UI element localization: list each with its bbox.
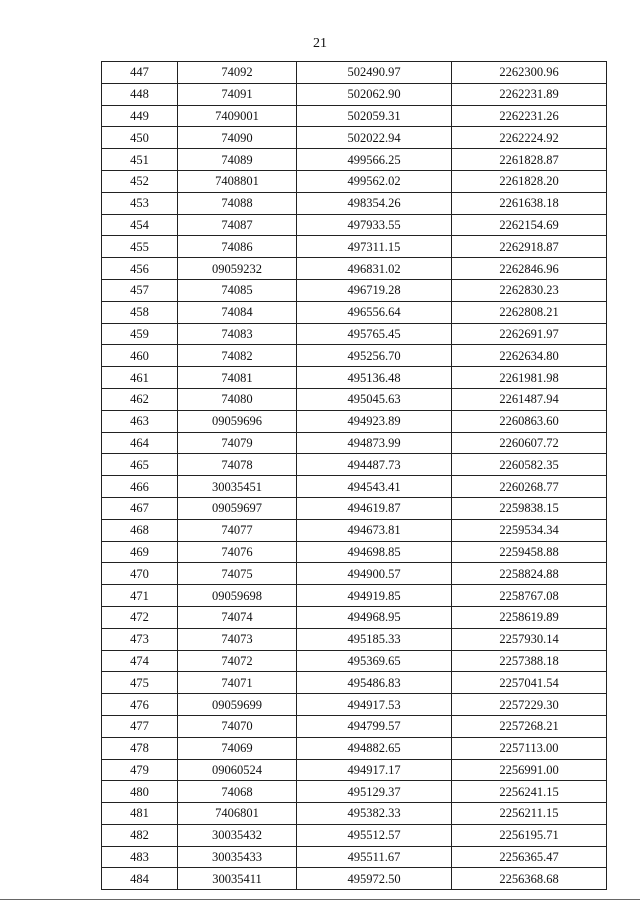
row-number-cell: 455 (102, 236, 178, 258)
x-coordinate-cell: 495256.70 (297, 345, 452, 367)
point-id-cell: 30035451 (178, 476, 297, 498)
y-coordinate-cell: 2261638.18 (452, 192, 607, 214)
point-id-cell: 74092 (178, 62, 297, 84)
table-row (102, 149, 607, 171)
table-row (102, 803, 607, 825)
table-row (102, 759, 607, 781)
point-id-cell: 74075 (178, 563, 297, 585)
point-id-cell: 74090 (178, 127, 297, 149)
y-coordinate-cell: 2262846.96 (452, 258, 607, 280)
coordinates-table (101, 61, 607, 890)
point-id-cell: 74087 (178, 214, 297, 236)
y-coordinate-cell: 2261981.98 (452, 367, 607, 389)
row-number-cell: 463 (102, 410, 178, 432)
x-coordinate-cell: 494917.17 (297, 759, 452, 781)
point-id-cell: 74084 (178, 301, 297, 323)
point-id-cell: 74082 (178, 345, 297, 367)
point-id-cell: 30035411 (178, 868, 297, 890)
point-id-cell: 74086 (178, 236, 297, 258)
y-coordinate-cell: 2256195.71 (452, 824, 607, 846)
row-number-cell: 454 (102, 214, 178, 236)
x-coordinate-cell: 495136.48 (297, 367, 452, 389)
row-number-cell: 467 (102, 497, 178, 519)
table-row (102, 737, 607, 759)
x-coordinate-cell: 494619.87 (297, 497, 452, 519)
x-coordinate-cell: 495369.65 (297, 650, 452, 672)
y-coordinate-cell: 2257388.18 (452, 650, 607, 672)
row-number-cell: 460 (102, 345, 178, 367)
row-number-cell: 449 (102, 105, 178, 127)
x-coordinate-cell: 494882.65 (297, 737, 452, 759)
x-coordinate-cell: 495972.50 (297, 868, 452, 890)
x-coordinate-cell: 495512.57 (297, 824, 452, 846)
x-coordinate-cell: 494673.81 (297, 519, 452, 541)
row-number-cell: 450 (102, 127, 178, 149)
y-coordinate-cell: 2262224.92 (452, 127, 607, 149)
x-coordinate-cell: 495045.63 (297, 388, 452, 410)
table-row (102, 497, 607, 519)
row-number-cell: 471 (102, 585, 178, 607)
row-number-cell: 447 (102, 62, 178, 84)
table-row (102, 258, 607, 280)
point-id-cell: 74071 (178, 672, 297, 694)
point-id-cell: 74076 (178, 541, 297, 563)
table-row (102, 214, 607, 236)
point-id-cell: 74089 (178, 149, 297, 171)
table-row (102, 323, 607, 345)
row-number-cell: 480 (102, 781, 178, 803)
point-id-cell: 74081 (178, 367, 297, 389)
y-coordinate-cell: 2259458.88 (452, 541, 607, 563)
bottom-rule (0, 899, 640, 900)
point-id-cell: 09059697 (178, 497, 297, 519)
point-id-cell: 74070 (178, 715, 297, 737)
y-coordinate-cell: 2256365.47 (452, 846, 607, 868)
row-number-cell: 448 (102, 83, 178, 105)
y-coordinate-cell: 2257113.00 (452, 737, 607, 759)
row-number-cell: 473 (102, 628, 178, 650)
table-row (102, 846, 607, 868)
point-id-cell: 09059698 (178, 585, 297, 607)
point-id-cell: 74088 (178, 192, 297, 214)
row-number-cell: 483 (102, 846, 178, 868)
row-number-cell: 451 (102, 149, 178, 171)
row-number-cell: 458 (102, 301, 178, 323)
point-id-cell: 74077 (178, 519, 297, 541)
y-coordinate-cell: 2257229.30 (452, 694, 607, 716)
page-number: 21 (313, 36, 327, 51)
row-number-cell: 475 (102, 672, 178, 694)
point-id-cell: 74074 (178, 606, 297, 628)
x-coordinate-cell: 494919.85 (297, 585, 452, 607)
table-row (102, 476, 607, 498)
y-coordinate-cell: 2256211.15 (452, 803, 607, 825)
row-number-cell: 462 (102, 388, 178, 410)
x-coordinate-cell: 494917.53 (297, 694, 452, 716)
y-coordinate-cell: 2262231.89 (452, 83, 607, 105)
table-row (102, 367, 607, 389)
table-row (102, 650, 607, 672)
table-row (102, 301, 607, 323)
row-number-cell: 459 (102, 323, 178, 345)
point-id-cell: 09060524 (178, 759, 297, 781)
y-coordinate-cell: 2262691.97 (452, 323, 607, 345)
y-coordinate-cell: 2258767.08 (452, 585, 607, 607)
table-row (102, 628, 607, 650)
y-coordinate-cell: 2261487.94 (452, 388, 607, 410)
x-coordinate-cell: 494543.41 (297, 476, 452, 498)
table-row (102, 694, 607, 716)
y-coordinate-cell: 2258619.89 (452, 606, 607, 628)
table-row (102, 170, 607, 192)
x-coordinate-cell: 499566.25 (297, 149, 452, 171)
table-body (102, 62, 607, 890)
point-id-cell: 74091 (178, 83, 297, 105)
y-coordinate-cell: 2260863.60 (452, 410, 607, 432)
table-row (102, 127, 607, 149)
y-coordinate-cell: 2262830.23 (452, 279, 607, 301)
table-row (102, 388, 607, 410)
y-coordinate-cell: 2256368.68 (452, 868, 607, 890)
table-row (102, 824, 607, 846)
point-id-cell: 74072 (178, 650, 297, 672)
x-coordinate-cell: 496719.28 (297, 279, 452, 301)
y-coordinate-cell: 2256991.00 (452, 759, 607, 781)
row-number-cell: 465 (102, 454, 178, 476)
table-row (102, 606, 607, 628)
y-coordinate-cell: 2257930.14 (452, 628, 607, 650)
x-coordinate-cell: 502062.90 (297, 83, 452, 105)
table-row (102, 585, 607, 607)
y-coordinate-cell: 2260607.72 (452, 432, 607, 454)
x-coordinate-cell: 495185.33 (297, 628, 452, 650)
y-coordinate-cell: 2262808.21 (452, 301, 607, 323)
row-number-cell: 456 (102, 258, 178, 280)
y-coordinate-cell: 2259838.15 (452, 497, 607, 519)
row-number-cell: 479 (102, 759, 178, 781)
x-coordinate-cell: 502022.94 (297, 127, 452, 149)
point-id-cell: 74085 (178, 279, 297, 301)
row-number-cell: 468 (102, 519, 178, 541)
y-coordinate-cell: 2256241.15 (452, 781, 607, 803)
y-coordinate-cell: 2262300.96 (452, 62, 607, 84)
table-row (102, 192, 607, 214)
table-row (102, 345, 607, 367)
x-coordinate-cell: 499562.02 (297, 170, 452, 192)
x-coordinate-cell: 498354.26 (297, 192, 452, 214)
point-id-cell: 74078 (178, 454, 297, 476)
y-coordinate-cell: 2258824.88 (452, 563, 607, 585)
table-row (102, 236, 607, 258)
y-coordinate-cell: 2257268.21 (452, 715, 607, 737)
y-coordinate-cell: 2261828.20 (452, 170, 607, 192)
point-id-cell: 7409001 (178, 105, 297, 127)
table-row (102, 563, 607, 585)
point-id-cell: 74080 (178, 388, 297, 410)
table-row (102, 519, 607, 541)
point-id-cell: 74068 (178, 781, 297, 803)
y-coordinate-cell: 2257041.54 (452, 672, 607, 694)
row-number-cell: 466 (102, 476, 178, 498)
x-coordinate-cell: 496831.02 (297, 258, 452, 280)
x-coordinate-cell: 494799.57 (297, 715, 452, 737)
point-id-cell: 7406801 (178, 803, 297, 825)
x-coordinate-cell: 497311.15 (297, 236, 452, 258)
y-coordinate-cell: 2262154.69 (452, 214, 607, 236)
x-coordinate-cell: 494873.99 (297, 432, 452, 454)
y-coordinate-cell: 2261828.87 (452, 149, 607, 171)
point-id-cell: 09059232 (178, 258, 297, 280)
x-coordinate-cell: 497933.55 (297, 214, 452, 236)
y-coordinate-cell: 2262634.80 (452, 345, 607, 367)
row-number-cell: 484 (102, 868, 178, 890)
x-coordinate-cell: 496556.64 (297, 301, 452, 323)
table-row (102, 279, 607, 301)
table-row (102, 868, 607, 890)
row-number-cell: 461 (102, 367, 178, 389)
row-number-cell: 470 (102, 563, 178, 585)
x-coordinate-cell: 502490.97 (297, 62, 452, 84)
row-number-cell: 474 (102, 650, 178, 672)
table-row (102, 62, 607, 84)
row-number-cell: 472 (102, 606, 178, 628)
table-row (102, 454, 607, 476)
row-number-cell: 476 (102, 694, 178, 716)
table-row (102, 541, 607, 563)
row-number-cell: 452 (102, 170, 178, 192)
table-row (102, 105, 607, 127)
x-coordinate-cell: 495511.67 (297, 846, 452, 868)
y-coordinate-cell: 2262231.26 (452, 105, 607, 127)
row-number-cell: 469 (102, 541, 178, 563)
table-row (102, 672, 607, 694)
row-number-cell: 464 (102, 432, 178, 454)
x-coordinate-cell: 494900.57 (297, 563, 452, 585)
row-number-cell: 477 (102, 715, 178, 737)
y-coordinate-cell: 2260268.77 (452, 476, 607, 498)
x-coordinate-cell: 495129.37 (297, 781, 452, 803)
x-coordinate-cell: 494923.89 (297, 410, 452, 432)
row-number-cell: 453 (102, 192, 178, 214)
y-coordinate-cell: 2260582.35 (452, 454, 607, 476)
x-coordinate-cell: 495486.83 (297, 672, 452, 694)
point-id-cell: 09059699 (178, 694, 297, 716)
x-coordinate-cell: 494698.85 (297, 541, 452, 563)
table-row (102, 83, 607, 105)
point-id-cell: 74083 (178, 323, 297, 345)
table-row (102, 432, 607, 454)
x-coordinate-cell: 494968.95 (297, 606, 452, 628)
point-id-cell: 74069 (178, 737, 297, 759)
point-id-cell: 74073 (178, 628, 297, 650)
y-coordinate-cell: 2262918.87 (452, 236, 607, 258)
table-row (102, 781, 607, 803)
y-coordinate-cell: 2259534.34 (452, 519, 607, 541)
row-number-cell: 481 (102, 803, 178, 825)
row-number-cell: 482 (102, 824, 178, 846)
point-id-cell: 30035432 (178, 824, 297, 846)
x-coordinate-cell: 502059.31 (297, 105, 452, 127)
x-coordinate-cell: 495382.33 (297, 803, 452, 825)
point-id-cell: 09059696 (178, 410, 297, 432)
row-number-cell: 478 (102, 737, 178, 759)
table-row (102, 715, 607, 737)
point-id-cell: 30035433 (178, 846, 297, 868)
table-row (102, 410, 607, 432)
point-id-cell: 7408801 (178, 170, 297, 192)
x-coordinate-cell: 494487.73 (297, 454, 452, 476)
point-id-cell: 74079 (178, 432, 297, 454)
row-number-cell: 457 (102, 279, 178, 301)
x-coordinate-cell: 495765.45 (297, 323, 452, 345)
